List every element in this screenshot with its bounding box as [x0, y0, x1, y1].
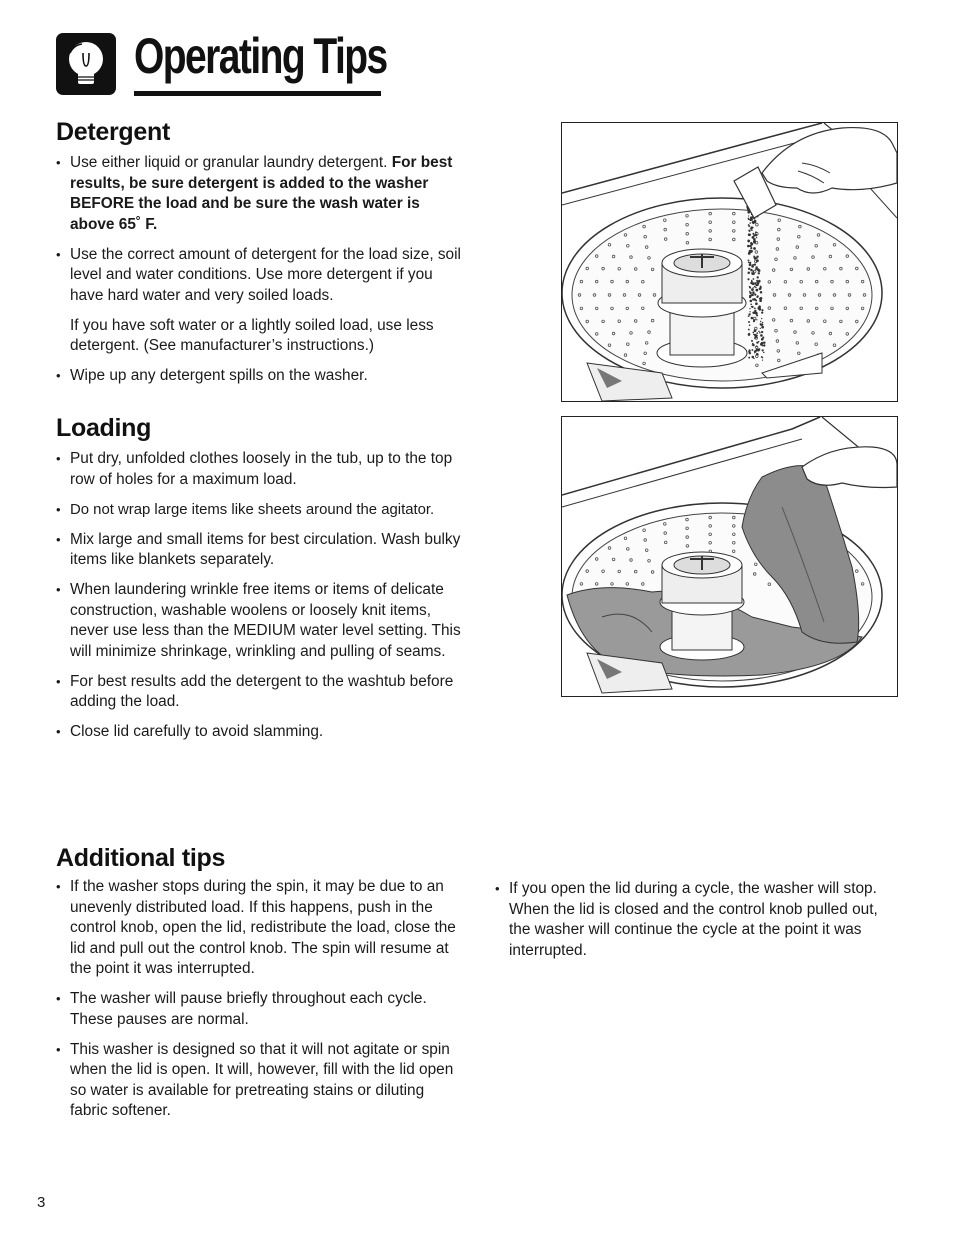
washer-loading-illustration — [561, 416, 898, 697]
detergent-granule — [761, 323, 763, 325]
detergent-granule — [760, 334, 763, 337]
detergent-section — [56, 117, 464, 396]
detergent-granule — [748, 224, 750, 226]
list-item: • Mix large and small items for best circulation. Wash bulky items like blankets separately. — [56, 530, 464, 571]
detergent-granule — [749, 222, 750, 223]
detergent-granule — [751, 317, 754, 320]
detergent-granule — [749, 250, 750, 251]
list-item: • Put dry, unfolded clothes loosely in the tub, up to the top row of holes for a maximum load. — [56, 449, 464, 490]
detergent-granule — [762, 322, 763, 323]
detergent-granule — [761, 311, 763, 313]
detergent-granule — [760, 343, 763, 346]
detergent-granule — [754, 282, 756, 284]
additional-tips-list-left — [56, 877, 464, 1122]
additional-tips-list-right — [495, 879, 895, 961]
detergent-granule — [753, 273, 755, 275]
detergent-granule — [751, 340, 753, 342]
detergent-list — [56, 153, 464, 387]
washer-detergent-illustration — [561, 122, 898, 402]
detergent-granule — [760, 328, 761, 329]
detergent-granule — [754, 294, 756, 296]
detergent-granule — [760, 291, 763, 294]
detergent-granule — [752, 356, 755, 359]
additional-tips-section — [56, 843, 464, 1131]
detergent-granule — [750, 250, 753, 253]
detergent-granule — [751, 294, 754, 297]
detergent-granule — [752, 312, 754, 314]
detergent-granule — [749, 324, 751, 326]
list-item: • If you open the lid during a cycle, the washer will stop. When the lid is closed and the control knob pulled out, the washer will continue the cycle at the point it was interrupted. — [495, 879, 895, 961]
detergent-granule — [761, 338, 764, 341]
detergent-granule — [751, 229, 753, 231]
list-item: • Close lid carefully to avoid slamming. — [56, 722, 464, 743]
detergent-granule — [751, 306, 753, 308]
list-item: • Use either liquid or granular laundry detergent. For best results, be sure detergent is added to the washer BEFORE the load and be sure the wash water is above 65˚ F. — [56, 153, 464, 235]
detergent-granule — [752, 344, 753, 345]
detergent-granule — [756, 332, 758, 334]
detergent-granule — [758, 331, 759, 332]
detergent-granule — [753, 278, 755, 280]
detergent-granule — [748, 321, 750, 323]
detergent-granule — [751, 349, 753, 351]
detergent-granule — [756, 284, 759, 287]
detergent-granule — [757, 349, 760, 352]
list-item: • For best results add the detergent to the washtub before adding the load. — [56, 672, 464, 713]
detergent-granule — [751, 217, 752, 218]
page-number: 3 — [37, 1194, 46, 1211]
detergent-granule — [748, 333, 751, 336]
list-item: • When laundering wrinkle free items or items of delicate construction, washable woolens or loosely knit items, never use less than the MEDIUM water level setting. This will minimize shrinkage, wrinkling and pulling of seams. — [56, 580, 464, 662]
detergent-granule — [759, 299, 762, 302]
detergent-granule — [758, 341, 759, 342]
detergent-granule — [749, 291, 750, 292]
title-underline — [134, 91, 381, 96]
detergent-granule — [755, 231, 757, 233]
detergent-granule — [752, 271, 754, 273]
detergent-granule — [750, 245, 752, 247]
detergent-granule — [761, 309, 763, 311]
detergent-granule — [749, 308, 750, 309]
detergent-granule — [756, 266, 758, 268]
detergent-granule — [748, 215, 749, 216]
detergent-granule — [754, 221, 756, 223]
detergent-granule — [756, 289, 759, 292]
detergent-granule — [755, 302, 758, 305]
detergent-granule — [754, 352, 755, 353]
detergent-granule — [752, 227, 753, 228]
detergent-granule — [761, 356, 762, 357]
detergent-granule — [756, 319, 757, 320]
detergent-granule — [750, 303, 752, 305]
detergent-granule — [751, 288, 754, 291]
detergent-granule — [760, 287, 762, 289]
detergent-granule — [758, 305, 761, 308]
detergent-granule — [749, 234, 751, 236]
detergent-granule — [748, 241, 749, 242]
detergent-granule — [756, 237, 757, 238]
additional-tips-right — [495, 879, 895, 971]
page-title: Operating Tips — [134, 28, 387, 84]
detergent-granule — [758, 272, 760, 274]
detergent-granule — [756, 346, 757, 347]
detergent-granule — [751, 272, 752, 273]
detergent-granule — [753, 241, 756, 244]
detergent-granule — [758, 308, 761, 311]
detergent-granule — [747, 278, 749, 280]
detergent-granule — [748, 262, 749, 263]
detergent-granule — [763, 352, 764, 353]
detergent-granule — [748, 218, 750, 220]
detergent-granule — [752, 291, 754, 293]
detergent-granule — [755, 234, 757, 236]
loading-section — [56, 413, 464, 752]
detergent-granule — [754, 263, 756, 265]
list-item: • This washer is designed so that it will not agitate or spin when the lid is open. It will, however, fill with the lid open so water is available for pretreating stains or diluting fabric softener. — [56, 1040, 464, 1122]
list-note: If you have soft water or a lightly soiled load, use less detergent. (See manufacturer’s instructions.) — [70, 316, 434, 354]
detergent-granule — [756, 258, 757, 259]
detergent-granule — [750, 300, 753, 303]
detergent-granule — [755, 287, 757, 289]
detergent-granule — [758, 269, 761, 272]
detergent-granule — [749, 311, 750, 312]
detergent-granule — [753, 256, 755, 258]
list-item: • If the washer stops during the spin, it may be due to an unevenly distributed load. If this happens, push in the control knob, open the lid, redistribute the load, close the lid and pull out the control knob. The spin will resume at the point it was interrupted. — [56, 877, 464, 980]
detergent-granule — [749, 262, 751, 264]
detergent-granule — [756, 353, 759, 356]
detergent-heading: Detergent — [56, 118, 170, 146]
detergent-granule — [756, 280, 758, 282]
detergent-granule — [753, 298, 756, 301]
detergent-granule — [748, 252, 751, 255]
additional-tips-heading: Additional tips — [56, 844, 226, 872]
detergent-granule — [761, 318, 762, 319]
detergent-granule — [748, 357, 750, 359]
loading-list — [56, 449, 464, 743]
list-item: • Do not wrap large items like sheets around the agitator. — [56, 500, 464, 521]
detergent-granule — [752, 332, 754, 334]
detergent-granule — [750, 242, 752, 244]
detergent-granule — [755, 257, 757, 259]
detergent-granule — [749, 286, 751, 288]
detergent-granule — [753, 358, 754, 359]
detergent-granule — [763, 342, 765, 344]
detergent-granule — [749, 352, 751, 354]
detergent-granule — [754, 334, 757, 337]
detergent-granule — [748, 226, 749, 227]
detergent-granule — [748, 329, 750, 331]
lightbulb-icon — [56, 33, 116, 95]
detergent-granule — [753, 287, 754, 288]
detergent-granule — [750, 247, 752, 249]
detergent-granule — [759, 332, 761, 334]
detergent-granule — [748, 230, 750, 232]
detergent-granule — [748, 313, 750, 315]
detergent-granule — [751, 219, 753, 221]
detergent-granule — [748, 271, 750, 273]
detergent-granule — [753, 223, 754, 224]
detergent-granule — [753, 239, 755, 241]
detergent-granule — [756, 296, 758, 298]
loading-heading: Loading — [56, 414, 152, 442]
list-item: • Use the correct amount of detergent for the load size, soil level and water conditions. Use more detergent if you have hard water and very soiled loads. — [56, 245, 464, 307]
detergent-granule — [749, 264, 752, 267]
detergent-granule — [750, 227, 752, 229]
detergent-granule — [753, 319, 755, 321]
detergent-granule — [763, 344, 765, 346]
detergent-granule — [754, 329, 757, 332]
detergent-granule — [762, 349, 764, 351]
list-item: • The washer will pause briefly throughout each cycle. These pauses are normal. — [56, 989, 464, 1030]
detergent-granule — [760, 321, 761, 322]
detergent-granule — [751, 265, 754, 268]
detergent-granule — [760, 298, 761, 299]
detergent-granule — [750, 269, 753, 272]
detergent-granule — [758, 280, 761, 283]
detergent-granule — [753, 247, 756, 250]
detergent-granule — [750, 282, 752, 284]
detergent-granule — [761, 331, 763, 333]
detergent-granule — [749, 268, 750, 269]
detergent-granule — [756, 260, 758, 262]
list-item: • Wipe up any detergent spills on the washer. — [56, 366, 464, 387]
detergent-granule — [748, 259, 750, 261]
detergent-granule — [757, 276, 759, 278]
detergent-granule — [751, 280, 753, 282]
detergent-granule — [762, 359, 763, 360]
detergent-granule — [748, 315, 750, 317]
detergent-granule — [754, 308, 756, 310]
detergent-granule — [761, 326, 763, 328]
